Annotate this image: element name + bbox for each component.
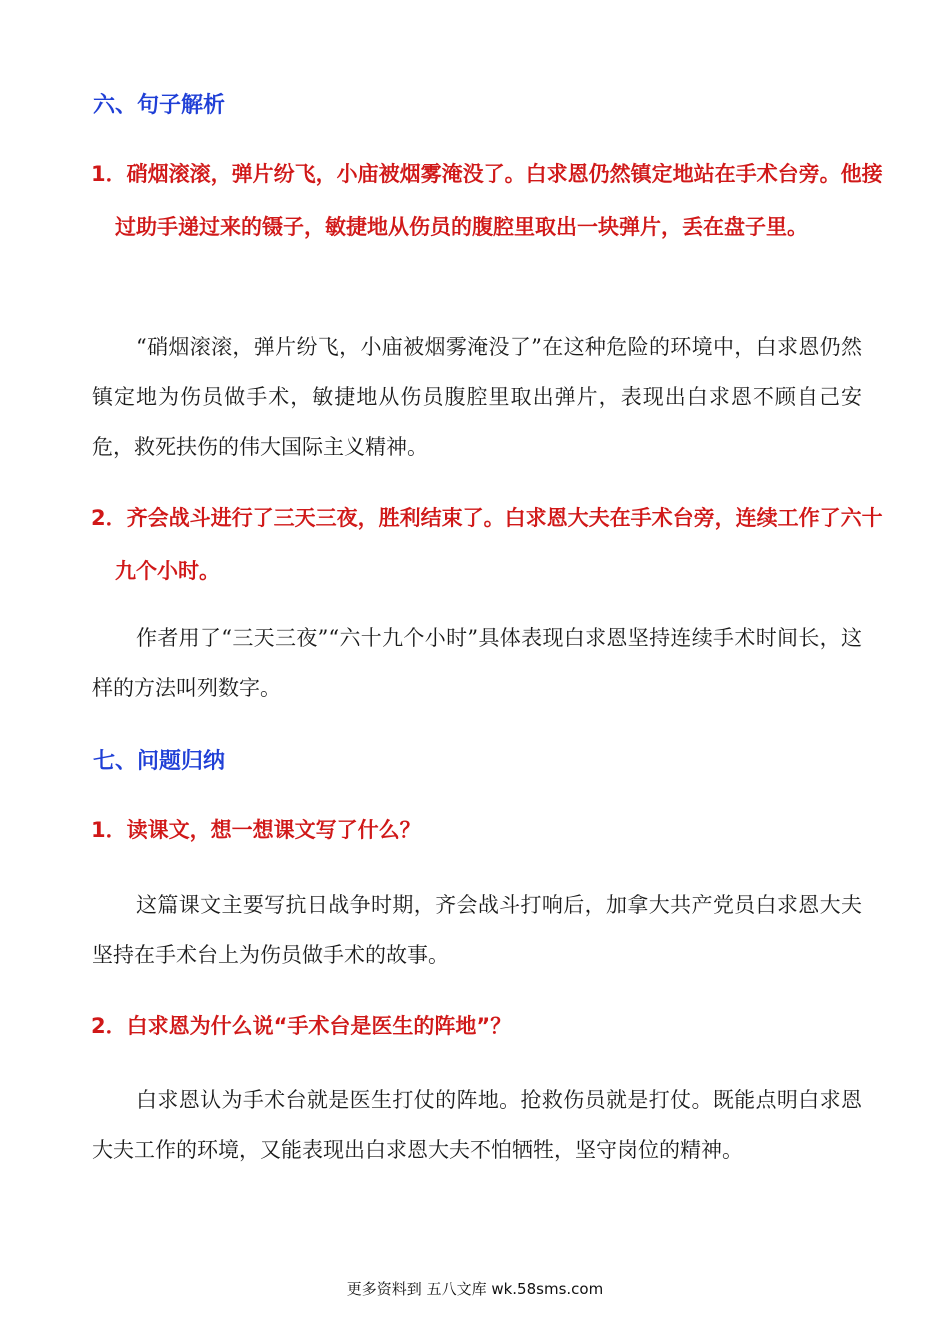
answer-paragraph-2: 作者用了“三天三夜”“六十九个小时”具体表现白求恩坚持连续手术时间长，这样的方法叫列数字。 (92, 626, 862, 700)
question-title-2: 2．齐会战斗进行了三天三夜，胜利结束了。白求恩大夫在手术台旁，连续工作了六十九个小时。 (91, 506, 883, 583)
answer-paragraph-1: “硝烟滚滚，弹片纷飞，小庙被烟雾淹没了”在这种危险的环境中，白求恩仍然镇定地为伤员做手术，敏捷地从伤员腹腔里取出弹片，表现出白求恩不顾自己安危，救死扶伤的伟大国际主义精神。 (92, 335, 862, 459)
section-heading-sentence-analysis: 六、句子解析 (93, 93, 226, 118)
answer-paragraph-3: 这篇课文主要写抗日战争时期，齐会战斗打响后，加拿大共产党员白求恩大夫坚持在手术台上为伤员做手术的故事。 (92, 893, 862, 967)
section-heading-question-summary: 七、问题归纳 (93, 749, 226, 774)
question-title-1: 1．硝烟滚滚，弹片纷飞，小庙被烟雾淹没了。白求恩仍然镇定地站在手术台旁。他接过助手递过来的镊子，敏捷地从伤员的腹腔里取出一块弹片，丢在盘子里。 (91, 162, 883, 239)
footer-link-text[interactable]: 更多资料到 五八文库 wk.58sms.com (346, 1280, 604, 1298)
question-title-3: 1．读课文，想一想课文写了什么？ (91, 818, 421, 842)
question-title-4: 2．白求恩为什么说“手术台是医生的阵地”？ (91, 1014, 512, 1038)
answer-paragraph-4: 白求恩认为手术台就是医生打仗的阵地。抢救伤员就是打仗。既能点明白求恩大夫工作的环境，又能表现出白求恩大夫不怕牺牲，坚守岗位的精神。 (92, 1088, 862, 1162)
